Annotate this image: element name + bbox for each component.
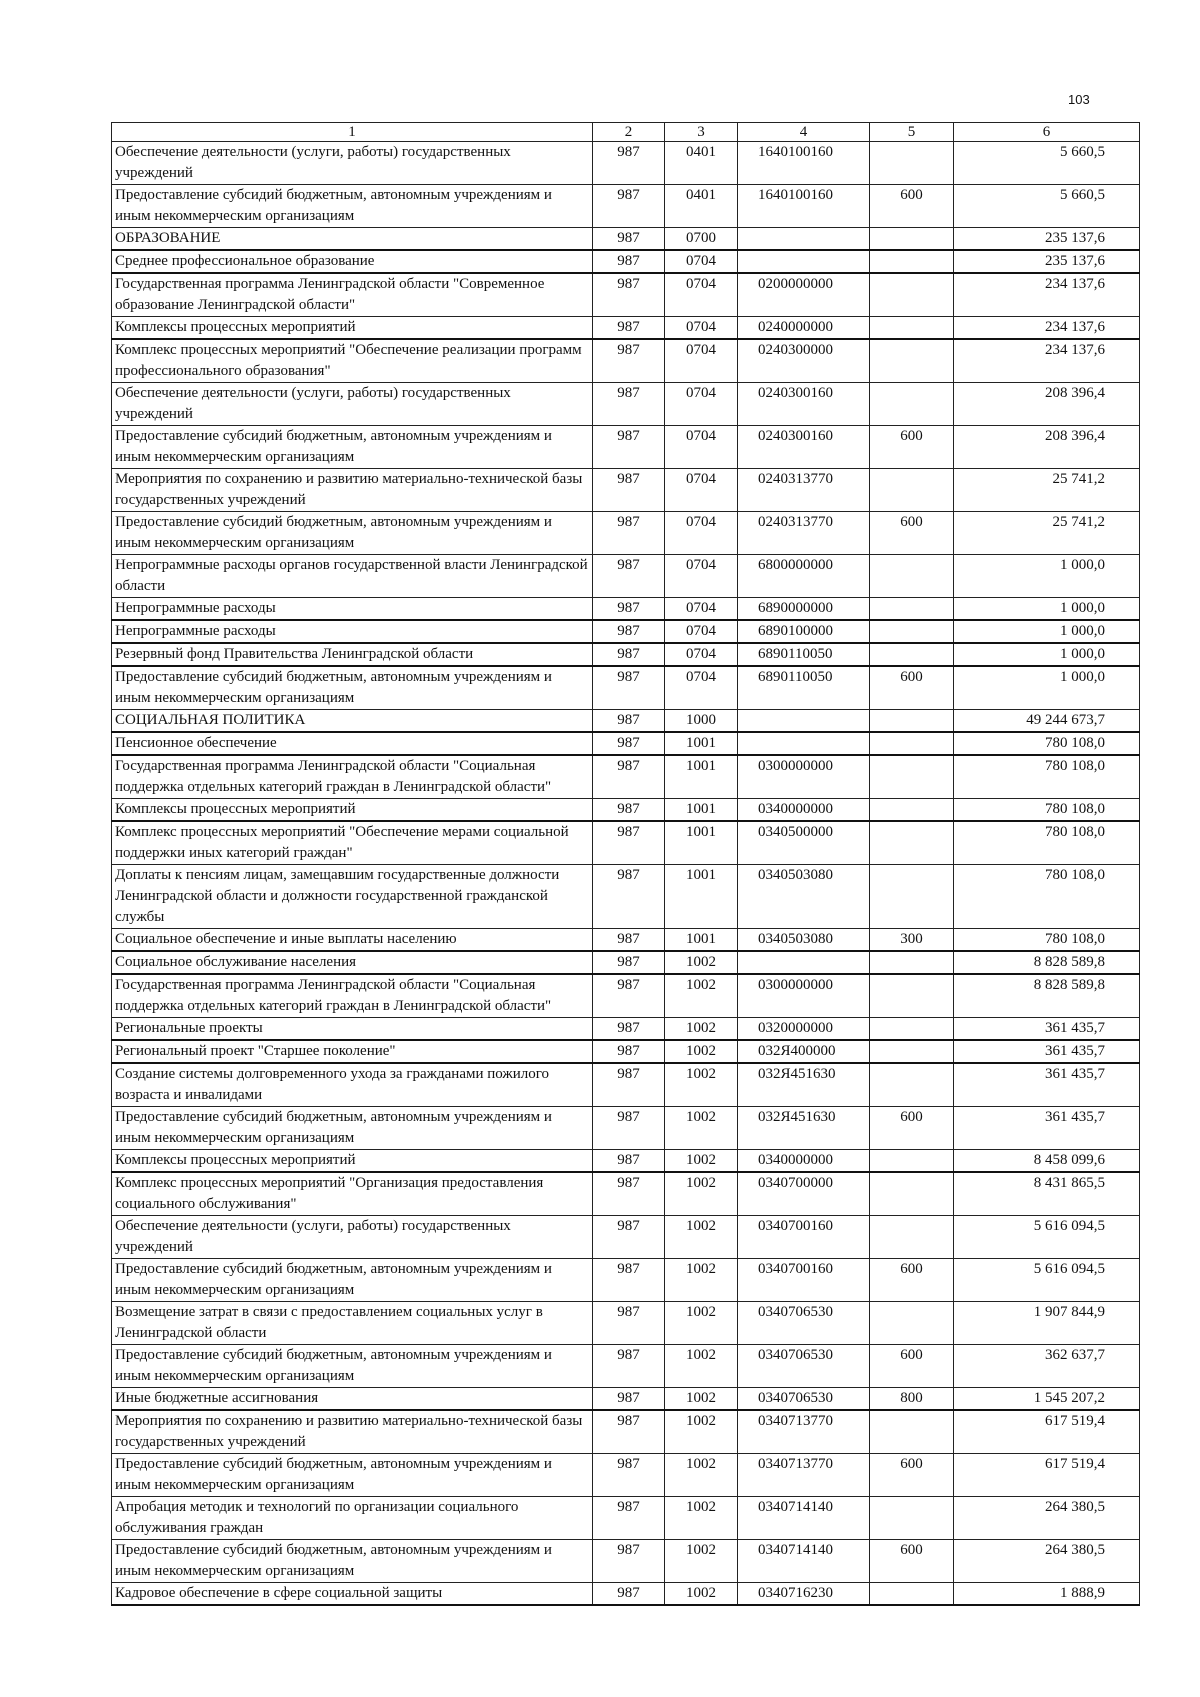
expense-type-cell: 600 xyxy=(870,1259,954,1302)
section-code-cell: 1001 xyxy=(665,929,738,952)
amount-cell: 780 108,0 xyxy=(954,821,1140,865)
section-code-cell: 0704 xyxy=(665,598,738,621)
ministry-code-cell: 987 xyxy=(593,1540,665,1583)
section-code-cell: 1002 xyxy=(665,1040,738,1063)
section-code-cell: 1002 xyxy=(665,1150,738,1173)
section-code-cell: 1002 xyxy=(665,1302,738,1345)
expense-type-cell xyxy=(870,1018,954,1041)
section-code-cell: 1001 xyxy=(665,865,738,929)
table-row xyxy=(112,1150,1140,1173)
row-name-cell: Комплексы процессных мероприятий xyxy=(112,799,593,822)
table-row xyxy=(112,317,1140,340)
target-item-cell: 0340714140 xyxy=(738,1497,870,1540)
expense-type-cell: 600 xyxy=(870,512,954,555)
section-code-cell: 0401 xyxy=(665,185,738,228)
target-item-cell: 0340706530 xyxy=(738,1388,870,1411)
section-code-cell: 0700 xyxy=(665,228,738,251)
target-item-cell: 032Я400000 xyxy=(738,1040,870,1063)
target-item-cell: 0340713770 xyxy=(738,1454,870,1497)
row-name-cell: Возмещение затрат в связи с предоставлением социальных услуг в Ленинградской области xyxy=(112,1302,593,1345)
expense-type-cell xyxy=(870,1150,954,1173)
target-item-cell: 0240000000 xyxy=(738,317,870,340)
ministry-code-cell: 987 xyxy=(593,1172,665,1216)
section-code-cell: 0401 xyxy=(665,142,738,185)
section-code-cell: 0704 xyxy=(665,426,738,469)
table-row xyxy=(112,339,1140,383)
table-row xyxy=(112,512,1140,555)
target-item-cell: 0300000000 xyxy=(738,755,870,799)
section-code-cell: 0704 xyxy=(665,666,738,710)
amount-cell: 5 660,5 xyxy=(954,185,1140,228)
expense-type-cell xyxy=(870,865,954,929)
target-item-cell: 032Я451630 xyxy=(738,1063,870,1107)
section-code-cell: 1002 xyxy=(665,1018,738,1041)
table-row xyxy=(112,799,1140,822)
ministry-code-cell: 987 xyxy=(593,1583,665,1606)
row-name-cell: Среднее профессиональное образование xyxy=(112,250,593,273)
amount-cell: 8 828 589,8 xyxy=(954,974,1140,1018)
row-name-cell: Кадровое обеспечение в сфере социальной защиты xyxy=(112,1583,593,1606)
ministry-code-cell: 987 xyxy=(593,951,665,974)
target-item-cell: 6890100000 xyxy=(738,620,870,643)
amount-cell: 208 396,4 xyxy=(954,383,1140,426)
ministry-code-cell: 987 xyxy=(593,821,665,865)
expense-type-cell xyxy=(870,1216,954,1259)
table-row xyxy=(112,1018,1140,1041)
table-header-row xyxy=(112,123,1140,142)
row-name-cell: ОБРАЗОВАНИЕ xyxy=(112,228,593,251)
expense-type-cell xyxy=(870,732,954,755)
section-code-cell: 0704 xyxy=(665,643,738,666)
amount-cell: 25 741,2 xyxy=(954,469,1140,512)
ministry-code-cell: 987 xyxy=(593,732,665,755)
table-row xyxy=(112,426,1140,469)
table-row xyxy=(112,643,1140,666)
amount-cell: 617 519,4 xyxy=(954,1454,1140,1497)
table-row xyxy=(112,1302,1140,1345)
expense-type-cell: 600 xyxy=(870,1454,954,1497)
ministry-code-cell: 987 xyxy=(593,1150,665,1173)
row-name-cell: Предоставление субсидий бюджетным, автономным учреждениям и иным некоммерческим организациям xyxy=(112,1540,593,1583)
amount-cell: 234 137,6 xyxy=(954,273,1140,317)
table-row xyxy=(112,821,1140,865)
ministry-code-cell: 987 xyxy=(593,710,665,733)
row-name-cell: Предоставление субсидий бюджетным, автономным учреждениям и иным некоммерческим организациям xyxy=(112,1259,593,1302)
target-item-cell: 0300000000 xyxy=(738,974,870,1018)
ministry-code-cell: 987 xyxy=(593,974,665,1018)
amount-cell: 780 108,0 xyxy=(954,865,1140,929)
table-row xyxy=(112,666,1140,710)
row-name-cell: Региональный проект "Старшее поколение" xyxy=(112,1040,593,1063)
row-name-cell: Предоставление субсидий бюджетным, автономным учреждениям и иным некоммерческим организациям xyxy=(112,426,593,469)
row-name-cell: Предоставление субсидий бюджетным, автономным учреждениям и иным некоммерческим организациям xyxy=(112,1107,593,1150)
expense-type-cell xyxy=(870,951,954,974)
expense-type-cell: 300 xyxy=(870,929,954,952)
table-row xyxy=(112,273,1140,317)
column-header: 1 xyxy=(112,123,593,142)
row-name-cell: Региональные проекты xyxy=(112,1018,593,1041)
expense-type-cell xyxy=(870,821,954,865)
expense-type-cell xyxy=(870,1302,954,1345)
section-code-cell: 0704 xyxy=(665,273,738,317)
row-name-cell: Государственная программа Ленинградской области "Социальная поддержка отдельных категорий граждан в Ленинградской области" xyxy=(112,974,593,1018)
amount-cell: 264 380,5 xyxy=(954,1497,1140,1540)
expense-type-cell xyxy=(870,1583,954,1606)
row-name-cell: Комплекс процессных мероприятий "Обеспечение мерами социальной поддержки иных категорий граждан" xyxy=(112,821,593,865)
ministry-code-cell: 987 xyxy=(593,1018,665,1041)
expense-type-cell xyxy=(870,555,954,598)
section-code-cell: 1002 xyxy=(665,1454,738,1497)
table-row xyxy=(112,1172,1140,1216)
target-item-cell: 0340700000 xyxy=(738,1172,870,1216)
ministry-code-cell: 987 xyxy=(593,1410,665,1454)
amount-cell: 780 108,0 xyxy=(954,755,1140,799)
section-code-cell: 1002 xyxy=(665,1497,738,1540)
target-item-cell xyxy=(738,228,870,251)
ministry-code-cell: 987 xyxy=(593,620,665,643)
section-code-cell: 0704 xyxy=(665,383,738,426)
ministry-code-cell: 987 xyxy=(593,643,665,666)
row-name-cell: Резервный фонд Правительства Ленинградской области xyxy=(112,643,593,666)
row-name-cell: Социальное обеспечение и иные выплаты населению xyxy=(112,929,593,952)
column-header: 4 xyxy=(738,123,870,142)
amount-cell: 49 244 673,7 xyxy=(954,710,1140,733)
table-row xyxy=(112,1345,1140,1388)
row-name-cell: Предоставление субсидий бюджетным, автономным учреждениям и иным некоммерческим организациям xyxy=(112,1454,593,1497)
section-code-cell: 1002 xyxy=(665,1172,738,1216)
table-row xyxy=(112,383,1140,426)
section-code-cell: 1002 xyxy=(665,1540,738,1583)
table-row xyxy=(112,1497,1140,1540)
expense-type-cell xyxy=(870,1040,954,1063)
amount-cell: 1 000,0 xyxy=(954,555,1140,598)
ministry-code-cell: 987 xyxy=(593,142,665,185)
section-code-cell: 0704 xyxy=(665,620,738,643)
target-item-cell: 0320000000 xyxy=(738,1018,870,1041)
amount-cell: 780 108,0 xyxy=(954,799,1140,822)
row-name-cell: Обеспечение деятельности (услуги, работы) государственных учреждений xyxy=(112,142,593,185)
amount-cell: 780 108,0 xyxy=(954,929,1140,952)
target-item-cell: 1640100160 xyxy=(738,142,870,185)
ministry-code-cell: 987 xyxy=(593,1302,665,1345)
section-code-cell: 1002 xyxy=(665,1063,738,1107)
table-row xyxy=(112,1040,1140,1063)
section-code-cell: 0704 xyxy=(665,250,738,273)
ministry-code-cell: 987 xyxy=(593,426,665,469)
row-name-cell: Непрограммные расходы xyxy=(112,598,593,621)
amount-cell: 8 828 589,8 xyxy=(954,951,1140,974)
column-header: 5 xyxy=(870,123,954,142)
ministry-code-cell: 987 xyxy=(593,469,665,512)
table-body xyxy=(112,142,1140,1606)
section-code-cell: 1000 xyxy=(665,710,738,733)
section-code-cell: 1002 xyxy=(665,1107,738,1150)
table-row xyxy=(112,555,1140,598)
target-item-cell: 0340706530 xyxy=(738,1345,870,1388)
expense-type-cell xyxy=(870,643,954,666)
target-item-cell: 0340700160 xyxy=(738,1216,870,1259)
section-code-cell: 1002 xyxy=(665,951,738,974)
row-name-cell: Предоставление субсидий бюджетным, автономным учреждениям и иным некоммерческим организациям xyxy=(112,512,593,555)
target-item-cell xyxy=(738,710,870,733)
target-item-cell: 0240313770 xyxy=(738,512,870,555)
expense-type-cell xyxy=(870,1172,954,1216)
row-name-cell: Иные бюджетные ассигнования xyxy=(112,1388,593,1411)
expense-type-cell xyxy=(870,273,954,317)
ministry-code-cell: 987 xyxy=(593,1063,665,1107)
page-number: 103 xyxy=(1068,92,1090,107)
amount-cell: 8 458 099,6 xyxy=(954,1150,1140,1173)
row-name-cell: Мероприятия по сохранению и развитию материально-технической базы государственных учреждений xyxy=(112,469,593,512)
expense-type-cell: 600 xyxy=(870,1345,954,1388)
ministry-code-cell: 987 xyxy=(593,273,665,317)
target-item-cell: 0340000000 xyxy=(738,799,870,822)
amount-cell: 234 137,6 xyxy=(954,317,1140,340)
section-code-cell: 0704 xyxy=(665,469,738,512)
expense-type-cell xyxy=(870,228,954,251)
table-row xyxy=(112,185,1140,228)
row-name-cell: Обеспечение деятельности (услуги, работы) государственных учреждений xyxy=(112,383,593,426)
target-item-cell: 0340700160 xyxy=(738,1259,870,1302)
target-item-cell: 0340500000 xyxy=(738,821,870,865)
target-item-cell: 0340713770 xyxy=(738,1410,870,1454)
target-item-cell: 032Я451630 xyxy=(738,1107,870,1150)
amount-cell: 780 108,0 xyxy=(954,732,1140,755)
amount-cell: 1 907 844,9 xyxy=(954,1302,1140,1345)
section-code-cell: 0704 xyxy=(665,317,738,340)
budget-table xyxy=(111,122,1140,1606)
row-name-cell: Государственная программа Ленинградской области "Современное образование Ленинградской области" xyxy=(112,273,593,317)
expense-type-cell xyxy=(870,383,954,426)
amount-cell: 361 435,7 xyxy=(954,1040,1140,1063)
ministry-code-cell: 987 xyxy=(593,755,665,799)
section-code-cell: 1001 xyxy=(665,821,738,865)
ministry-code-cell: 987 xyxy=(593,185,665,228)
expense-type-cell xyxy=(870,250,954,273)
row-name-cell: Апробация методик и технологий по организации социального обслуживания граждан xyxy=(112,1497,593,1540)
ministry-code-cell: 987 xyxy=(593,383,665,426)
expense-type-cell: 600 xyxy=(870,1107,954,1150)
expense-type-cell xyxy=(870,1063,954,1107)
table-row xyxy=(112,1583,1140,1606)
amount-cell: 5 660,5 xyxy=(954,142,1140,185)
amount-cell: 1 000,0 xyxy=(954,620,1140,643)
section-code-cell: 1001 xyxy=(665,755,738,799)
row-name-cell: Создание системы долговременного ухода за гражданами пожилого возраста и инвалидами xyxy=(112,1063,593,1107)
expense-type-cell xyxy=(870,1497,954,1540)
expense-type-cell xyxy=(870,598,954,621)
section-code-cell: 0704 xyxy=(665,339,738,383)
section-code-cell: 1002 xyxy=(665,1388,738,1411)
ministry-code-cell: 987 xyxy=(593,1345,665,1388)
row-name-cell: Предоставление субсидий бюджетным, автономным учреждениям и иным некоммерческим организациям xyxy=(112,1345,593,1388)
amount-cell: 1 545 207,2 xyxy=(954,1388,1140,1411)
table-row xyxy=(112,1259,1140,1302)
table-row xyxy=(112,1388,1140,1411)
amount-cell: 1 000,0 xyxy=(954,598,1140,621)
table-row xyxy=(112,1540,1140,1583)
section-code-cell: 1002 xyxy=(665,1345,738,1388)
target-item-cell: 0340503080 xyxy=(738,865,870,929)
row-name-cell: Государственная программа Ленинградской области "Социальная поддержка отдельных категорий граждан в Ленинградской области" xyxy=(112,755,593,799)
table-row xyxy=(112,598,1140,621)
target-item-cell: 6890110050 xyxy=(738,643,870,666)
table-row xyxy=(112,929,1140,952)
target-item-cell: 0240300160 xyxy=(738,383,870,426)
amount-cell: 1 000,0 xyxy=(954,666,1140,710)
amount-cell: 5 616 094,5 xyxy=(954,1216,1140,1259)
section-code-cell: 1001 xyxy=(665,799,738,822)
row-name-cell: СОЦИАЛЬНАЯ ПОЛИТИКА xyxy=(112,710,593,733)
table-row xyxy=(112,732,1140,755)
column-header: 3 xyxy=(665,123,738,142)
ministry-code-cell: 987 xyxy=(593,555,665,598)
target-item-cell: 6890110050 xyxy=(738,666,870,710)
amount-cell: 617 519,4 xyxy=(954,1410,1140,1454)
amount-cell: 264 380,5 xyxy=(954,1540,1140,1583)
row-name-cell: Социальное обслуживание населения xyxy=(112,951,593,974)
amount-cell: 5 616 094,5 xyxy=(954,1259,1140,1302)
ministry-code-cell: 987 xyxy=(593,1107,665,1150)
row-name-cell: Комплексы процессных мероприятий xyxy=(112,1150,593,1173)
table-row xyxy=(112,250,1140,273)
expense-type-cell: 800 xyxy=(870,1388,954,1411)
row-name-cell: Обеспечение деятельности (услуги, работы) государственных учреждений xyxy=(112,1216,593,1259)
section-code-cell: 1001 xyxy=(665,732,738,755)
section-code-cell: 1002 xyxy=(665,1259,738,1302)
ministry-code-cell: 987 xyxy=(593,1454,665,1497)
target-item-cell: 0200000000 xyxy=(738,273,870,317)
row-name-cell: Предоставление субсидий бюджетным, автономным учреждениям и иным некоммерческим организациям xyxy=(112,666,593,710)
ministry-code-cell: 987 xyxy=(593,1388,665,1411)
table-row xyxy=(112,142,1140,185)
expense-type-cell xyxy=(870,974,954,1018)
table-row xyxy=(112,755,1140,799)
column-header: 2 xyxy=(593,123,665,142)
row-name-cell: Предоставление субсидий бюджетным, автономным учреждениям и иным некоммерческим организациям xyxy=(112,185,593,228)
expense-type-cell: 600 xyxy=(870,426,954,469)
table-row xyxy=(112,951,1140,974)
target-item-cell: 6800000000 xyxy=(738,555,870,598)
row-name-cell: Комплекс процессных мероприятий "Организация предоставления социального обслуживания" xyxy=(112,1172,593,1216)
target-item-cell: 0340503080 xyxy=(738,929,870,952)
amount-cell: 234 137,6 xyxy=(954,339,1140,383)
target-item-cell: 0340706530 xyxy=(738,1302,870,1345)
amount-cell: 361 435,7 xyxy=(954,1063,1140,1107)
expense-type-cell xyxy=(870,620,954,643)
table-row xyxy=(112,1107,1140,1150)
ministry-code-cell: 987 xyxy=(593,666,665,710)
target-item-cell: 0240313770 xyxy=(738,469,870,512)
table-row xyxy=(112,1063,1140,1107)
ministry-code-cell: 987 xyxy=(593,598,665,621)
table-row xyxy=(112,620,1140,643)
section-code-cell: 1002 xyxy=(665,974,738,1018)
amount-cell: 362 637,7 xyxy=(954,1345,1140,1388)
row-name-cell: Непрограммные расходы xyxy=(112,620,593,643)
section-code-cell: 0704 xyxy=(665,512,738,555)
table-row xyxy=(112,1410,1140,1454)
expense-type-cell xyxy=(870,755,954,799)
ministry-code-cell: 987 xyxy=(593,250,665,273)
expense-type-cell xyxy=(870,317,954,340)
target-item-cell xyxy=(738,250,870,273)
target-item-cell: 0240300160 xyxy=(738,426,870,469)
column-header: 6 xyxy=(954,123,1140,142)
expense-type-cell xyxy=(870,710,954,733)
section-code-cell: 1002 xyxy=(665,1410,738,1454)
ministry-code-cell: 987 xyxy=(593,228,665,251)
row-name-cell: Пенсионное обеспечение xyxy=(112,732,593,755)
expense-type-cell xyxy=(870,799,954,822)
row-name-cell: Комплексы процессных мероприятий xyxy=(112,317,593,340)
amount-cell: 361 435,7 xyxy=(954,1107,1140,1150)
amount-cell: 1 000,0 xyxy=(954,643,1140,666)
amount-cell: 361 435,7 xyxy=(954,1018,1140,1041)
expense-type-cell xyxy=(870,142,954,185)
amount-cell: 208 396,4 xyxy=(954,426,1140,469)
section-code-cell: 1002 xyxy=(665,1583,738,1606)
expense-type-cell: 600 xyxy=(870,666,954,710)
target-item-cell: 0240300000 xyxy=(738,339,870,383)
target-item-cell xyxy=(738,951,870,974)
row-name-cell: Мероприятия по сохранению и развитию материально-технической базы государственных учреждений xyxy=(112,1410,593,1454)
table-row xyxy=(112,228,1140,251)
ministry-code-cell: 987 xyxy=(593,317,665,340)
row-name-cell: Непрограммные расходы органов государственной власти Ленинградской области xyxy=(112,555,593,598)
target-item-cell xyxy=(738,732,870,755)
amount-cell: 1 888,9 xyxy=(954,1583,1140,1606)
table-row xyxy=(112,1454,1140,1497)
section-code-cell: 0704 xyxy=(665,555,738,598)
expense-type-cell: 600 xyxy=(870,185,954,228)
table-row xyxy=(112,710,1140,733)
ministry-code-cell: 987 xyxy=(593,1497,665,1540)
amount-cell: 235 137,6 xyxy=(954,250,1140,273)
target-item-cell: 0340714140 xyxy=(738,1540,870,1583)
ministry-code-cell: 987 xyxy=(593,1040,665,1063)
ministry-code-cell: 987 xyxy=(593,799,665,822)
expense-type-cell xyxy=(870,339,954,383)
amount-cell: 25 741,2 xyxy=(954,512,1140,555)
table-row xyxy=(112,469,1140,512)
target-item-cell: 0340716230 xyxy=(738,1583,870,1606)
amount-cell: 8 431 865,5 xyxy=(954,1172,1140,1216)
ministry-code-cell: 987 xyxy=(593,512,665,555)
expense-type-cell xyxy=(870,469,954,512)
table-row xyxy=(112,1216,1140,1259)
target-item-cell: 0340000000 xyxy=(738,1150,870,1173)
table-row xyxy=(112,974,1140,1018)
row-name-cell: Доплаты к пенсиям лицам, замещавшим государственные должности Ленинградской области и должности государственной гражданской службы xyxy=(112,865,593,929)
ministry-code-cell: 987 xyxy=(593,339,665,383)
expense-type-cell: 600 xyxy=(870,1540,954,1583)
target-item-cell: 6890000000 xyxy=(738,598,870,621)
ministry-code-cell: 987 xyxy=(593,1259,665,1302)
row-name-cell: Комплекс процессных мероприятий "Обеспечение реализации программ профессионального образования" xyxy=(112,339,593,383)
ministry-code-cell: 987 xyxy=(593,929,665,952)
amount-cell: 235 137,6 xyxy=(954,228,1140,251)
section-code-cell: 1002 xyxy=(665,1216,738,1259)
target-item-cell: 1640100160 xyxy=(738,185,870,228)
ministry-code-cell: 987 xyxy=(593,865,665,929)
ministry-code-cell: 987 xyxy=(593,1216,665,1259)
table-row xyxy=(112,865,1140,929)
expense-type-cell xyxy=(870,1410,954,1454)
